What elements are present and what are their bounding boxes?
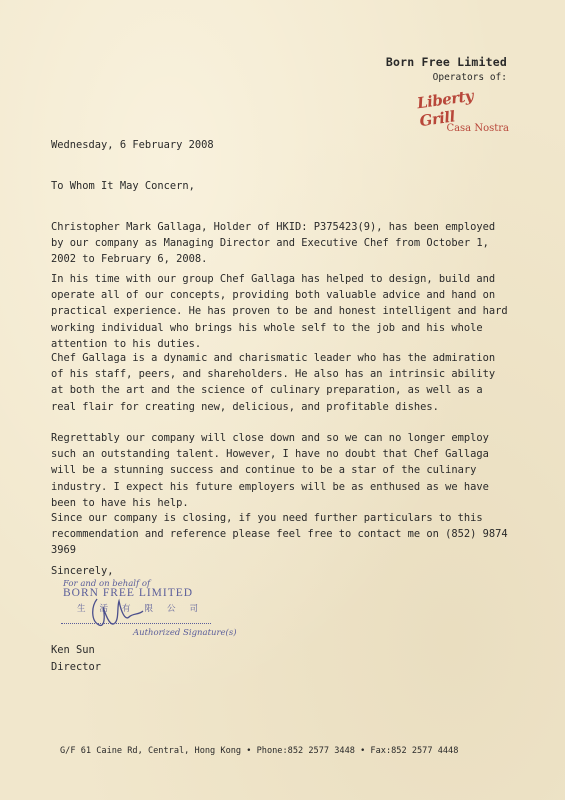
stamp-chinese: 生活有限公司 xyxy=(77,604,213,614)
paragraph-4: Regrettably our company will close down and so we can no longer employ such an outstanding talent. However, I have no doubt that Chef Gallaga will be a stunning success and continue to be a star of the culinary industry. I expect his future employers will be as enthused as we have been to have his help. xyxy=(51,432,489,509)
footer-address: G/F 61 Caine Rd, Central, Hong Kong • Phone:852 2577 3448 • Fax:852 2577 4448 xyxy=(60,746,459,756)
signer-name: Ken Sun xyxy=(51,644,95,656)
company-name: Born Free Limited xyxy=(385,55,507,69)
handwritten-signature-icon xyxy=(89,593,149,633)
closing: Sincerely, xyxy=(51,565,114,577)
stamp-on-behalf: For and on behalf of xyxy=(63,579,151,589)
paragraph-3: Chef Gallaga is a dynamic and charismatic leader who has the admiration of his staff, peers, and shareholders. He also has an intrinsic ability at both the art and the science of culinary preparation, as well as a real flair for creating new, delicious, and profitable dishes. xyxy=(51,352,496,413)
letterhead xyxy=(386,55,507,83)
letter-date: Wednesday, 6 February 2008 xyxy=(51,139,214,151)
stamp-company: BORN FREE LIMITED xyxy=(63,587,194,599)
company-stamp xyxy=(61,579,241,643)
signer xyxy=(51,642,101,676)
paragraph-5: Since our company is closing, if you need further particulars to this recommendation and reference please feel free to contact me on (852) 9874 3969 xyxy=(51,512,508,557)
signature-block xyxy=(51,565,251,645)
signer-title: Director xyxy=(51,661,102,673)
casa-nostra-logo: Casa Nostra xyxy=(446,123,509,134)
operators-of-label: Operators of: xyxy=(432,72,507,83)
paragraph-1: Christopher Mark Gallaga, Holder of HKID: P375423(9), has been employed by our company as Managing Director and Executive Chef from October 1, 2002 to February 6, 2008. xyxy=(51,221,496,266)
paragraph-2: In his time with our group Chef Gallaga has helped to design, build and operate all of our concepts, providing both valuable advice and hand on practical experience. He has proven to be and honest intelligent and hard working individual who brings his whole self to the job and his whole attention to his duties. xyxy=(51,273,508,350)
liberty-grill-logo: Liberty Grill xyxy=(415,86,475,131)
signature-line xyxy=(61,623,211,624)
salutation: To Whom It May Concern, xyxy=(51,180,195,192)
authorized-signature-label: Authorized Signature(s) xyxy=(133,628,237,638)
